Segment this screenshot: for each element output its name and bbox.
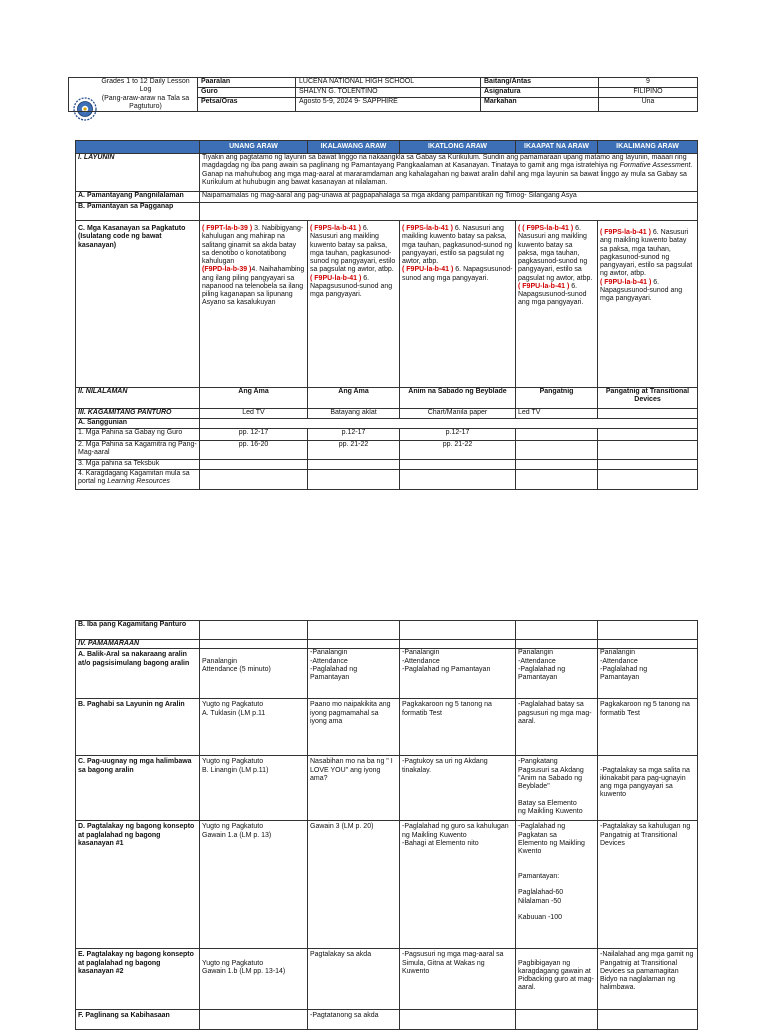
proc-d-day-5: -Pagtalakay sa kahulugan ng Pangatnig at Transitional Devices	[598, 821, 698, 949]
proc-f-day-3	[400, 1010, 516, 1030]
pamamaraan-day-1	[200, 640, 308, 649]
pamamaraan-day-5	[598, 640, 698, 649]
kagamitang-day-3: Chart/Manila paper	[400, 409, 516, 419]
school-info-table	[68, 77, 698, 112]
proc-c-day-5: -Pagtalakay sa mga salita na ikinakabit para pag-ugnayin ang mga pangyayari sa kuwento	[598, 756, 698, 821]
proc-b-day-3: Pagkakaroon ng 5 tanong na formatib Test	[400, 699, 516, 756]
proc-b-day-2: Paano mo naipakikita ang iyong pagmamahal sa iyong ama	[308, 699, 400, 756]
proc-c-label: C. Pag-uugnay ng mga halimbawa sa bagong aralin	[76, 756, 200, 821]
kasanayan-day-5: ( F9PS-la-b-41 ) 6. Nasusuri ang maikling kuwento batay sa paksa, mga tauhan, pagkasunod-sunod ng pangyayari, estilo sa pagsulat ng awtor, atbp. ( F9PU-la-b-41 ) 6. Napagsusunod-sunod ang mga pangyayari.	[598, 221, 698, 388]
date-value: Agosto 5-9, 2024 9- SAPPHIRE	[296, 98, 481, 112]
kagamitang-day-4: Led TV	[516, 409, 598, 419]
quarter-label: Markahan	[481, 98, 599, 112]
proc-f-label: F. Paglinang sa Kabihasaan	[76, 1010, 200, 1030]
proc-row-b	[76, 699, 698, 756]
log-title-cell	[69, 78, 198, 112]
proc-a-day-1: Panalangin Attendance (5 minuto)	[200, 649, 308, 699]
proc-row-c	[76, 756, 698, 821]
pamamaraan-day-2	[308, 640, 400, 649]
proc-b-label: B. Paghabi sa Layunin ng Aralin	[76, 699, 200, 756]
gabay-row	[76, 429, 698, 441]
iba-pang-day-4	[516, 621, 598, 640]
kagamitan-mag-aaral-row	[76, 441, 698, 460]
proc-row-a	[76, 649, 698, 699]
nilalaman-day-2: Ang Ama	[308, 388, 400, 409]
pamantayang-pangnilalaman-text: Naipamamalas ng mag-aaral ang pag-unawa at pagpapahalaga sa mga akdang pampanitikan ng Timog- Silangang Asya	[200, 192, 698, 203]
gabay-day-3: p.12-17	[400, 429, 516, 441]
teksbuk-day-1	[200, 460, 308, 470]
teacher-label: Guro	[198, 88, 296, 98]
kagamitan-mag-aaral-day-3: pp. 21-22	[400, 441, 516, 460]
layunin-row	[76, 154, 698, 192]
nilalaman-label: II. NILALAMAN	[76, 388, 200, 409]
proc-c-day-2: Nasabihan mo na ba ng " I LOVE YOU" ang iyong ama?	[308, 756, 400, 821]
grade-value: 9	[599, 78, 698, 88]
proc-e-day-1: Yugto ng Pagkatuto Gawain 1.b (LM pp. 13-14)	[200, 949, 308, 1010]
karagdagang-label: 4. Karagdagang Kagamitan mula sa portal ng Learning Resources	[76, 470, 200, 490]
proc-e-day-2: Pagtalakay sa akda	[308, 949, 400, 1010]
day-header-row	[76, 141, 698, 154]
proc-e-day-4: Pagbibigayan ng karagdagang gawain at Pidbacking guro at mag-aaral.	[516, 949, 598, 1010]
gabay-day-2: p.12-17	[308, 429, 400, 441]
karagdagang-day-3	[400, 470, 516, 490]
proc-row-d	[76, 821, 698, 949]
day-header-1: UNANG ARAW	[200, 141, 308, 154]
sanggunian-value	[200, 419, 698, 429]
nilalaman-row	[76, 388, 698, 409]
nilalaman-day-1: Ang Ama	[200, 388, 308, 409]
proc-a-day-4: Panalangin -Attendance -Paglalahad ng Pamantayan	[516, 649, 598, 699]
kagamitang-label: III. KAGAMITANG PANTURO	[76, 409, 200, 419]
teksbuk-day-5	[598, 460, 698, 470]
nilalaman-day-5: Pangatnig at Transitional Devices	[598, 388, 698, 409]
teacher-value: SHALYN G. TOLENTINO	[296, 88, 481, 98]
school-label: Paaralan	[198, 78, 296, 88]
pamamaraan-day-3	[400, 640, 516, 649]
proc-d-day-4: -Paglalahad ng Pagkatan sa Elemento ng Maikling Kwento Pamantayan: Paglalahad-60 Nilalaman -50 Kabuuan -100	[516, 821, 598, 949]
layunin-text: Tiyakin ang pagtatamo ng layunin sa bawat linggo na nakaangkla sa Gabay sa Kurikulum. Sundin ang pamamaraan upang matamo ang layunin, maaari ring magdagdag ng iba pang awain sa paglinang ng Pamantayang Pangkaalaman at Kasanayan. Tinataya to gamit ang mga istratehiya ng Formative Assessment. Ganap na mahuhubog ang mga mag-aaral at mararamdaman ang kahalagahan ng bawat aralin dahil ang mga layunin sa bawat linggo ay mula sa Gabay sa Kurikulum at huhubugin ang bawat kasanayan at nilalaman.	[200, 154, 698, 192]
proc-d-day-2: Gawain 3 (LM p. 20)	[308, 821, 400, 949]
nilalaman-day-4: Pangatnig	[516, 388, 598, 409]
proc-a-day-2: -Panalangin -Attendance -Paglalahad ng Pamantayan	[308, 649, 400, 699]
teksbuk-label: 3. Mga pahina sa Teksbuk	[76, 460, 200, 470]
teksbuk-day-4	[516, 460, 598, 470]
pamantayang-pangnilalaman-label: A. Pamantayang Pangnilalaman	[76, 192, 200, 203]
kasanayan-day-1: ( F9PT-la-b-39 ) 3. Nabibigyang-kahulugan ang mahirap na salitang ginamit sa akda batay sa denotibo o konotatibong kahulugan (F9PD-la-b-39 )4. Naihahambing ang ilang piling pangyayari sa napanood na telenobela sa ilang piling kaganapan sa lipunang Asyano sa kasalukuyan	[200, 221, 308, 388]
grade-label: Baitang/Antas	[481, 78, 599, 88]
proc-b-day-5: Pagkakaroon ng 5 tanong na formatib Test	[598, 699, 698, 756]
proc-f-day-5	[598, 1010, 698, 1030]
kasanayan-day-4: ( ( F9PS-la-b-41 ) 6. Nasusuri ang maikling kuwento batay sa paksa, mga tauhan, pagkasunod-sunod ng pangyayari, estilo sa pagsulat ng awtor, atbp. ( F9PU-la-b-41 ) 6. Napagsusunod-sunod ang mga pangyayari.	[516, 221, 598, 388]
proc-a-label: A. Balik-Aral sa nakaraang aralin at/o pagsisimulang bagong aralin	[76, 649, 200, 699]
kasanayan-day-2: ( F9PS-la-b-41 ) 6. Nasusuri ang maikling kuwento batay sa paksa, mga tauhan, pagkasunod-sunod ng pangyayari, estilo sa pagsulat ng awtor, atbp. ( F9PU-la-b-41 ) 6. Napagsusunod-sunod ang mga pangyayari.	[308, 221, 400, 388]
school-value: LUCENA NATIONAL HIGH SCHOOL	[296, 78, 481, 88]
sanggunian-row	[76, 419, 698, 429]
proc-row-f	[76, 1010, 698, 1030]
karagdagang-day-1	[200, 470, 308, 490]
proc-row-e	[76, 949, 698, 1010]
day-header-3: IKATLONG ARAW	[400, 141, 516, 154]
layunin-label: I. LAYUNIN	[76, 154, 200, 192]
proc-f-day-2: -Pagtatanong sa akda	[308, 1010, 400, 1030]
subject-label: Asignatura	[481, 88, 599, 98]
proc-d-day-3: -Paglalahad ng guro sa kahulugan ng Maikling Kuwento -Bahagi at Elemento nito	[400, 821, 516, 949]
pamantayan-pagganap-row	[76, 203, 698, 221]
karagdagang-day-4	[516, 470, 598, 490]
sanggunian-label: A. Sanggunian	[76, 419, 200, 429]
gabay-day-1: pp. 12-17	[200, 429, 308, 441]
pamamaraan-day-4	[516, 640, 598, 649]
proc-c-day-4: -Pangkatang Pagsusuri sa Akdang "Anim na Sabado ng Beyblade" Batay sa Elemento ng Maikling Kuwento	[516, 756, 598, 821]
kagamitang-day-5	[598, 409, 698, 419]
quarter-value: Una	[599, 98, 698, 112]
proc-f-day-1	[200, 1010, 308, 1030]
proc-c-day-3: -Pagtukoy sa uri ng Akdang tinakalay.	[400, 756, 516, 821]
proc-e-day-3: -Pagsusuri ng mga mag-aaral sa Simula, Gitna at Wakas ng Kuwento	[400, 949, 516, 1010]
date-label: Petsa/Oras	[198, 98, 296, 112]
teksbuk-day-2	[308, 460, 400, 470]
pamamaraan-row	[76, 640, 698, 649]
kasanayan-label: C. Mga Kasanayan sa Pagkatuto (Isulatang code ng bawat kasanayan)	[76, 221, 200, 388]
iba-pang-label: B. Iba pang Kagamitang Panturo	[76, 621, 200, 640]
kagamitang-row	[76, 409, 698, 419]
log-subtitle: (Pang-araw-araw na Tala sa Pagtuturo)	[101, 94, 190, 110]
proc-d-day-1: Yugto ng Pagkatuto Gawain 1.a (LM p. 13)	[200, 821, 308, 949]
kagamitan-mag-aaral-day-1: pp. 16-20	[200, 441, 308, 460]
iba-pang-day-5	[598, 621, 698, 640]
gabay-label: 1. Mga Pahina sa Gabay ng Guro	[76, 429, 200, 441]
kagamitang-day-1: Led TV	[200, 409, 308, 419]
pamamaraan-table	[75, 620, 698, 1030]
pamamaraan-label: IV. PAMAMARAAN	[76, 640, 200, 649]
karagdagang-row	[76, 470, 698, 490]
proc-e-day-5: -Nailalahad ang mga gamit ng Pangatnig at Transitional Devices sa pamamagitan Bidyo na naglalaman ng halimbawa.	[598, 949, 698, 1010]
kagamitan-mag-aaral-label: 2. Mga Pahina sa Kagamitra ng Pang-Mag-aaral	[76, 441, 200, 460]
lesson-log-table	[75, 140, 698, 490]
proc-a-day-5: Panalangin -Attendance -Paglalahad ng Pamantayan	[598, 649, 698, 699]
proc-f-day-4	[516, 1010, 598, 1030]
gabay-day-5	[598, 429, 698, 441]
proc-c-day-1: Yugto ng Pagkatuto B. Linangin (LM p.11)	[200, 756, 308, 821]
nilalaman-day-3: Anim na Sabado ng Beyblade	[400, 388, 516, 409]
teksbuk-day-3	[400, 460, 516, 470]
day-header-2: IKALAWANG ARAW	[308, 141, 400, 154]
kasanayan-row	[76, 221, 698, 388]
pamantayan-pagganap-label: B. Pamantayan sa Pagganap	[76, 203, 200, 221]
gabay-day-4	[516, 429, 598, 441]
day-header-4: IKAAPAT NA ARAW	[516, 141, 598, 154]
iba-pang-day-1	[200, 621, 308, 640]
kagamitan-mag-aaral-day-2: pp. 21-22	[308, 441, 400, 460]
pamantayan-pagganap-value	[200, 203, 698, 221]
iba-pang-day-3	[400, 621, 516, 640]
teksbuk-row	[76, 460, 698, 470]
iba-pang-day-2	[308, 621, 400, 640]
proc-a-day-3: -Panalangin -Attendance -Paglalahad ng Pamantayan	[400, 649, 516, 699]
proc-b-day-1: Yugto ng Pagkatuto A. Tuklasin (LM p.11	[200, 699, 308, 756]
kagamitan-mag-aaral-day-4	[516, 441, 598, 460]
kagamitang-day-2: Batayang aklat	[308, 409, 400, 419]
log-title: Grades 1 to 12 Daily Lesson Log	[101, 78, 190, 94]
karagdagang-day-5	[598, 470, 698, 490]
kasanayan-day-3: ( F9PS-la-b-41 ) 6. Nasusuri ang maikling kuwento batay sa paksa, mga tauhan, pagkasunod-sunod ng pangyayari, estilo sa pagsulat ng awtor, atbp. ( F9PU-la-b-41 ) 6. Napagsusunod-sunod ang mga pangyayari.	[400, 221, 516, 388]
proc-b-day-4: -Paglalahad batay sa pagsusuri ng mga mag-aaral.	[516, 699, 598, 756]
iba-pang-row	[76, 621, 698, 640]
kagamitan-mag-aaral-day-5	[598, 441, 698, 460]
header-blank-cell	[76, 141, 200, 154]
proc-d-label: D. Pagtalakay ng bagong konsepto at paglalahad ng bagong kasanayan #1	[76, 821, 200, 949]
pamantayang-pangnilalaman-row	[76, 192, 698, 203]
karagdagang-day-2	[308, 470, 400, 490]
proc-e-label: E. Pagtalakay ng bagong konsepto at paglalahad ng bagong kasanayan #2	[76, 949, 200, 1010]
subject-value: FILIPINO	[599, 88, 698, 98]
day-header-5: IKALIMANG ARAW	[598, 141, 698, 154]
